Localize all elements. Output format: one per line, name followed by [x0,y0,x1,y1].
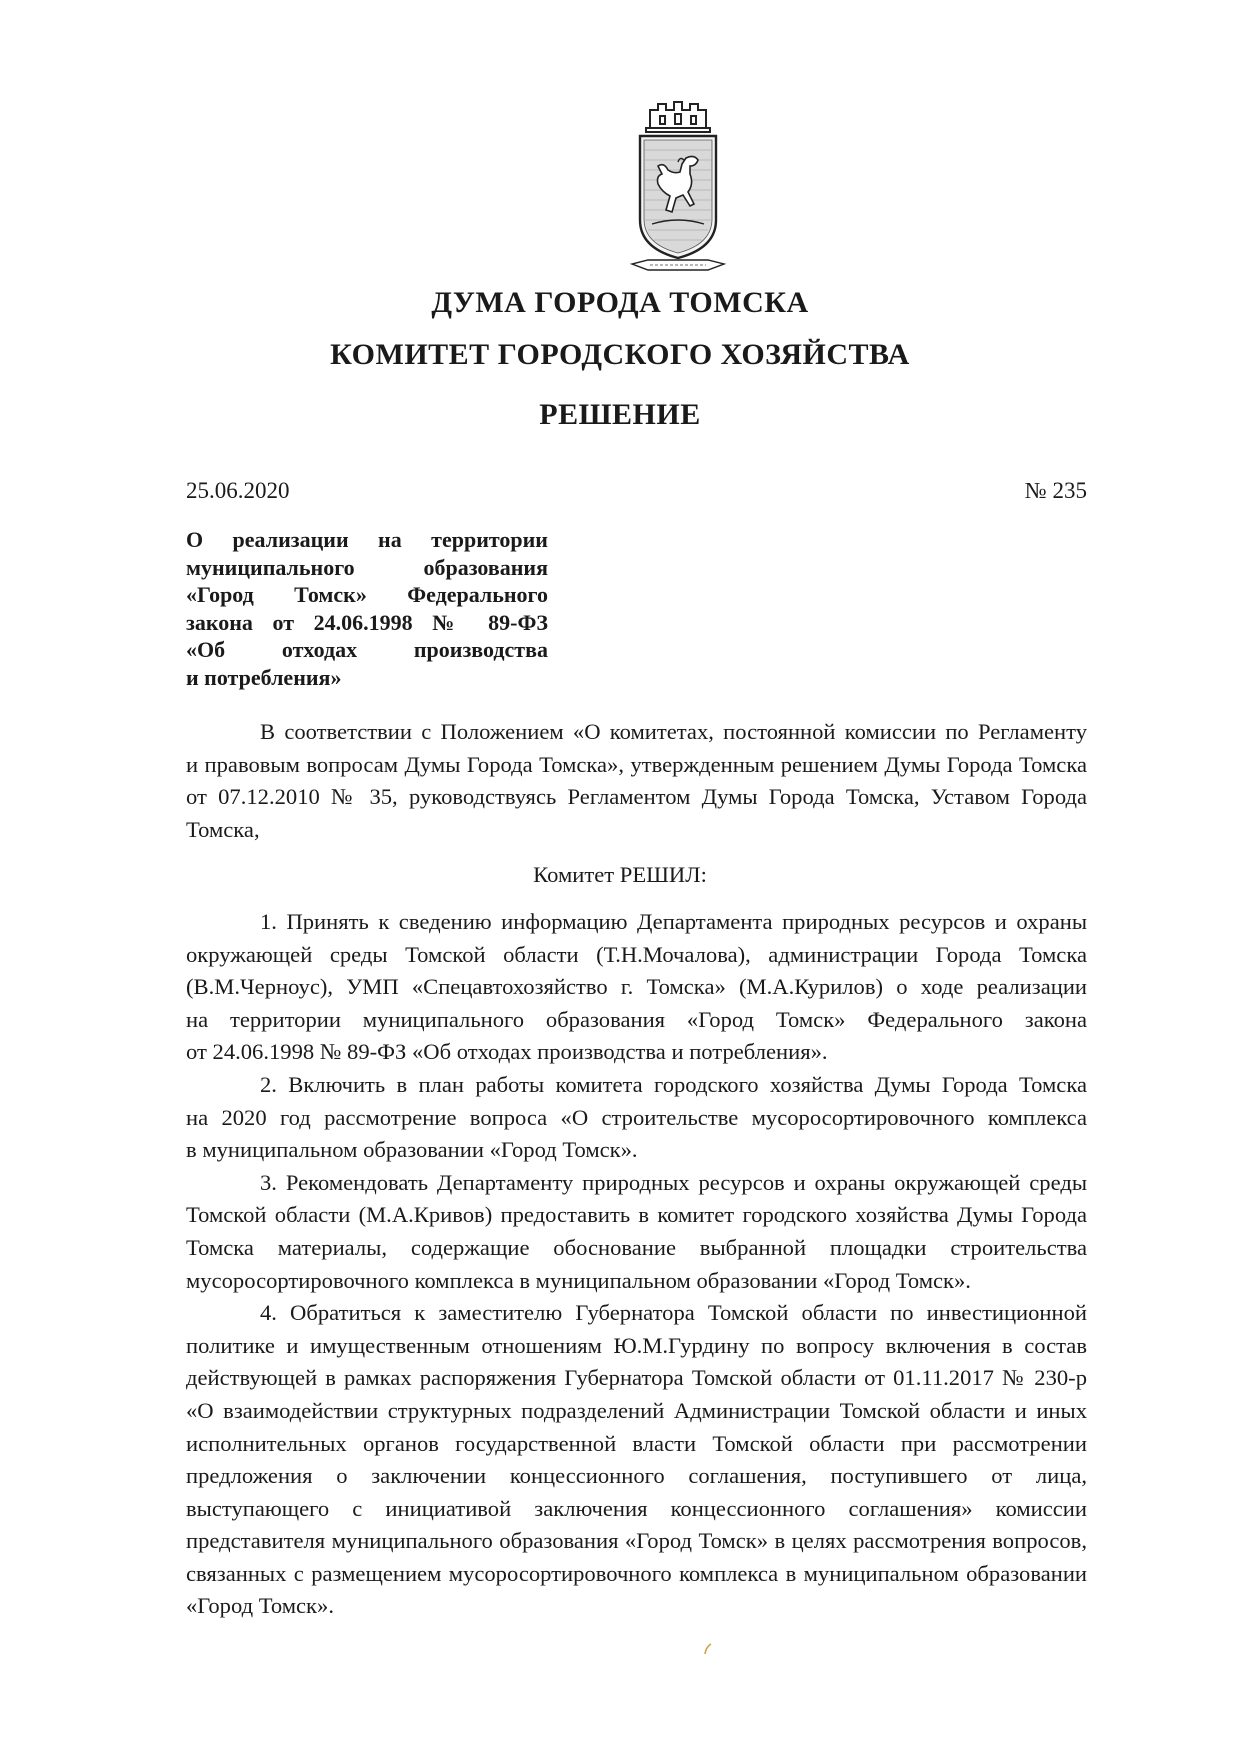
item-line: на территории муниципального образования «Город Томск» Федерального закона [186,1006,1087,1032]
document-number: № 235 [1024,478,1087,503]
document-type: РЕШЕНИЕ [539,398,701,431]
subject-line: «Об отходах производства [186,637,548,662]
item-line: связанных с размещением мусоросортировочного комплекса в муниципальном образовании [186,1560,1087,1586]
document-date: 25.06.2020 [186,478,290,503]
subject-line: муниципального образования [186,554,548,580]
item-line: 2. Включить в план работы комитета городского хозяйства Думы Города Томска [260,1071,1087,1097]
item-line: (В.М.Черноус), УМП «Спецавтохозяйство г. Томска» (М.А.Курилов) о ходе реализации [186,974,1087,1000]
item-line: действующей в рамках распоряжения Губернатора Томской области от 01.11.2017 № 230-р [186,1365,1087,1391]
item-line: от 24.06.1998 № 89-ФЗ «Об отходах производства и потребления». [186,1039,828,1065]
item-line: политике и имущественным отношениям Ю.М.Гурдину по вопросу включения в состав [186,1332,1087,1358]
subject-line: закона от 24.06.1998 № 89-ФЗ [186,609,548,635]
item-line: выступающего с инициативой заключения концессионного соглашения» комиссии [186,1495,1087,1521]
subject-line: «Город Томск» Федерального [186,582,548,607]
preamble-line: В соответствии с Положением «О комитетах, постоянной комиссии по Регламенту [260,719,1087,744]
item-line: 4. Обратиться к заместителю Губернатора Томской области по инвестиционной [260,1300,1087,1326]
preamble-paragraph [186,716,1087,846]
item-line: 3. Рекомендовать Департаменту природных ресурсов и охраны окружающей среды [260,1169,1087,1195]
item-line: «О взаимодействии структурных подразделений Администрации Томской области и иных [186,1397,1087,1423]
decision-items [186,906,1087,1623]
tomsk-coat-of-arms-icon [628,100,728,278]
preamble-line: Томска, [186,816,260,842]
decision-subject [186,526,548,691]
item-line: 1. Принять к сведению информацию Департамента природных ресурсов и охраны [260,909,1087,934]
item-line: предложения о заключении концессионного соглашения, поступившего от лица, [186,1463,1087,1489]
scan-mark [703,1642,713,1656]
committee-decided-label: Комитет РЕШИЛ: [533,862,707,887]
item-line: окружающей среды Томской области (Т.Н.Мочалова), администрации Города Томска [186,941,1087,967]
preamble-line: и правовым вопросам Думы Города Томска», утвержденным решением Думы Города Томска [186,751,1087,777]
item-line: мусоросортировочного комплекса в муниципальном образовании «Город Томск». [186,1267,971,1293]
item-line: в муниципальном образовании «Город Томск». [186,1137,638,1163]
item-line: Томска материалы, содержащие обоснование выбранной площадки строительства [186,1234,1087,1260]
item-line: исполнительных органов государственной власти Томской области при рассмотрении [186,1430,1087,1456]
preamble-line: от 07.12.2010 № 35, руководствуясь Регламентом Думы Города Томска, Уставом Города [186,784,1087,810]
item-line: «Город Томск». [186,1593,334,1619]
item-line: представителя муниципального образования «Город Томск» в целях рассмотрения вопросов, [186,1528,1087,1554]
council-title: ДУМА ГОРОДА ТОМСКА [431,286,809,319]
subject-line: и потребления» [186,664,342,690]
committee-title: КОМИТЕТ ГОРОДСКОГО ХОЗЯЙСТВА [330,338,910,371]
subject-line: О реализации на территории [186,527,548,552]
item-line: на 2020 год рассмотрение вопроса «О строительстве мусоросортировочного комплекса [186,1104,1087,1130]
item-line: Томской области (М.А.Кривов) предоставить в комитет городского хозяйства Думы Города [186,1202,1087,1228]
